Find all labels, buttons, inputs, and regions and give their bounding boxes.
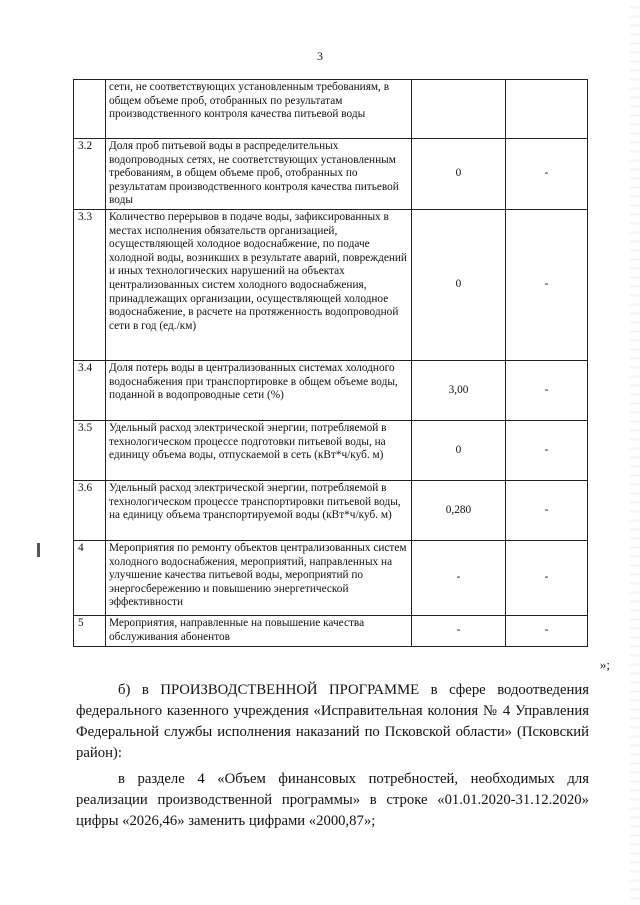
row-value: 3,00 — [412, 361, 506, 421]
row-value-2: - — [506, 541, 588, 616]
row-value: - — [412, 541, 506, 616]
row-description: сети, не соответствующих установленным требованиям, в общем объеме проб, отобранных по результатам производственного контроля качества питьевой воды — [106, 80, 412, 139]
row-description: Удельный расход электрической энергии, потребляемой в технологическом процессе подготовки питьевой воды, на единицу объема воды, отпускаемой в сеть (кВт*ч/куб. м) — [106, 421, 412, 481]
row-value-2 — [506, 80, 588, 139]
row-number: 3.4 — [74, 361, 106, 421]
paragraph-section-4: в разделе 4 «Объем финансовых потребностей, необходимых для реализации производственной программы» в строке «01.01.2020-31.12.2020» цифры «2026,46» заменить цифрами «2000,87»; — [76, 771, 589, 829]
row-value: 0 — [412, 421, 506, 481]
row-description: Доля потерь воды в централизованных системах холодного водоснабжения при транспортировке в общем объеме воды, поданной в водопроводные сети (%) — [106, 361, 412, 421]
margin-mark — [37, 543, 40, 557]
row-description: Мероприятия, направленные на повышение качества обслуживания абонентов — [106, 616, 412, 647]
row-value: - — [412, 616, 506, 647]
indicators-table — [73, 79, 588, 647]
paragraph-b: б) в ПРОИЗВОДСТВЕННОЙ ПРОГРАММЕ в сфере водоотведения федерального казенного учреждения «Исправительная колония № 4 Управления Федеральной службы исполнения наказаний по Псковской области» (Псковский район): — [76, 682, 589, 761]
scan-edge — [630, 0, 640, 905]
table-row — [74, 361, 588, 421]
row-description: Количество перерывов в подаче воды, зафиксированных в местах исполнения обязательств организацией, осуществляющей холодное водоснабжение, по подаче холодной воды, возникших в результате аварий, повреждений и иных технологических нарушений на объектах централизованных систем холодного водоснабжения, принадлежащих организации, осуществляющей холодное водоснабжение, в расчете на протяженность водопроводной сети в год (ед./км) — [106, 210, 412, 361]
table-row — [74, 139, 588, 210]
row-number: 3.6 — [74, 481, 106, 541]
row-description: Доля проб питьевой воды в распределительных водопроводных сетях, не соответствующих установленным требованиям, в общем объеме проб, отобранных по результатам производственного контроля качества питьевой воды — [106, 139, 412, 210]
row-value — [412, 80, 506, 139]
closing-quote: »; — [599, 657, 610, 672]
table-row — [74, 210, 588, 361]
row-number: 3.2 — [74, 139, 106, 210]
row-value: 0 — [412, 139, 506, 210]
row-number — [74, 80, 106, 139]
table-row — [74, 481, 588, 541]
row-value: 0 — [412, 210, 506, 361]
row-value-2: - — [506, 481, 588, 541]
row-value-2: - — [506, 139, 588, 210]
row-number: 3.5 — [74, 421, 106, 481]
row-value-2: - — [506, 361, 588, 421]
table-row — [74, 80, 588, 139]
table-row — [74, 421, 588, 481]
row-number: 5 — [74, 616, 106, 647]
row-value-2: - — [506, 421, 588, 481]
row-number: 4 — [74, 541, 106, 616]
row-value: 0,280 — [412, 481, 506, 541]
row-number: 3.3 — [74, 210, 106, 361]
table-row — [74, 541, 588, 616]
row-description: Мероприятия по ремонту объектов централизованных систем холодного водоснабжения, мероприятий, направленных на улучшение качества питьевой воды, мероприятий по энергосбережению и повышению энергетической эффективности — [106, 541, 412, 616]
row-value-2: - — [506, 616, 588, 647]
page-number: 3 — [317, 49, 323, 63]
row-description: Удельный расход электрической энергии, потребляемой в технологическом процессе транспортировки питьевой воды, на единицу объема транспортируемой воды (кВт*ч/куб. м) — [106, 481, 412, 541]
table-row — [74, 616, 588, 647]
row-value-2: - — [506, 210, 588, 361]
